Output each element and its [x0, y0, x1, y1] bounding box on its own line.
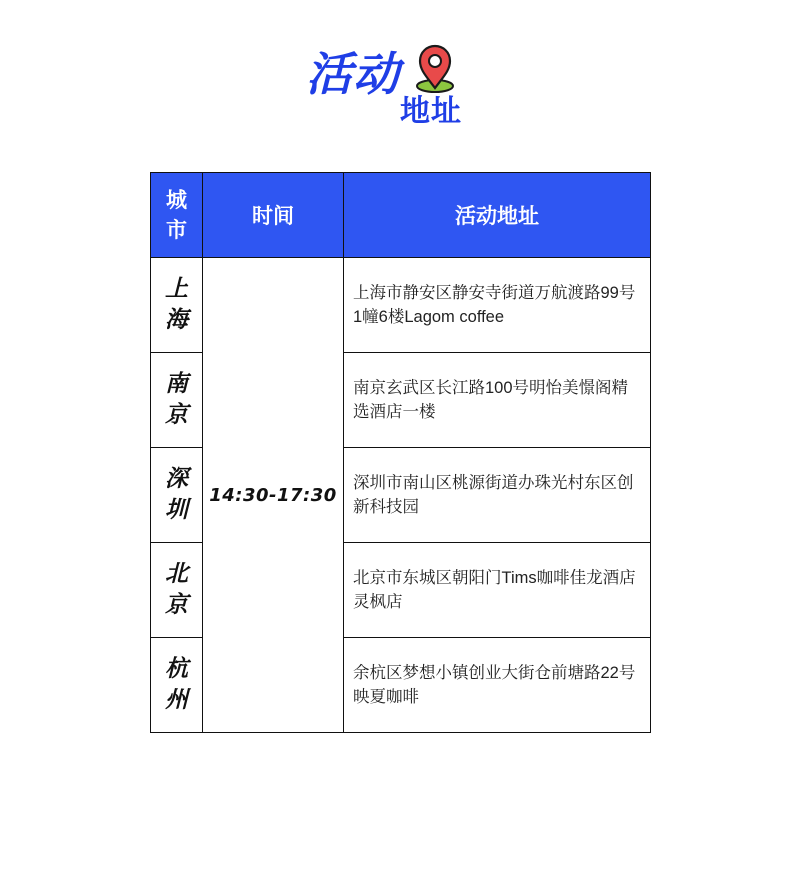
header-city	[151, 173, 203, 258]
city-cell	[151, 448, 203, 543]
title-line-2: 地址	[400, 94, 462, 129]
title-block	[0, 0, 800, 150]
city-cell	[151, 543, 203, 638]
city-char: 京	[165, 402, 188, 428]
address-table	[150, 172, 651, 733]
city-char: 南	[165, 371, 188, 397]
address-cell: 北京市东城区朝阳门Tims咖啡佳龙酒店灵枫店	[344, 543, 651, 638]
header-city-char-2: 市	[166, 218, 187, 242]
city-char: 海	[165, 307, 188, 333]
city-char: 北	[165, 561, 188, 587]
time-cell: 14:30-17:30	[203, 258, 344, 733]
address-cell: 上海市静安区静安寺街道万航渡路99号1幢6楼Lagom coffee	[344, 258, 651, 353]
address-cell: 南京玄武区长江路100号明怡美憬阁精选酒店一楼	[344, 353, 651, 448]
city-cell	[151, 258, 203, 353]
city-char: 圳	[165, 497, 188, 523]
header-city-char-1: 城	[166, 188, 187, 212]
address-cell: 余杭区梦想小镇创业大街仓前塘路22号映夏咖啡	[344, 638, 651, 733]
city-char: 州	[165, 687, 188, 713]
header-address: 活动地址	[344, 173, 651, 258]
header-time: 时间	[203, 173, 344, 258]
city-char: 上	[165, 276, 188, 302]
title-line-1: 活动	[306, 47, 400, 101]
city-cell	[151, 353, 203, 448]
city-char: 杭	[165, 656, 188, 682]
address-table-container	[150, 172, 650, 733]
city-char: 深	[165, 466, 188, 492]
address-cell: 深圳市南山区桃源街道办珠光村东区创新科技园	[344, 448, 651, 543]
map-pin-icon	[412, 44, 458, 94]
city-char: 京	[165, 592, 188, 618]
table-header-row	[151, 173, 651, 258]
table-row	[151, 258, 651, 353]
city-cell	[151, 638, 203, 733]
